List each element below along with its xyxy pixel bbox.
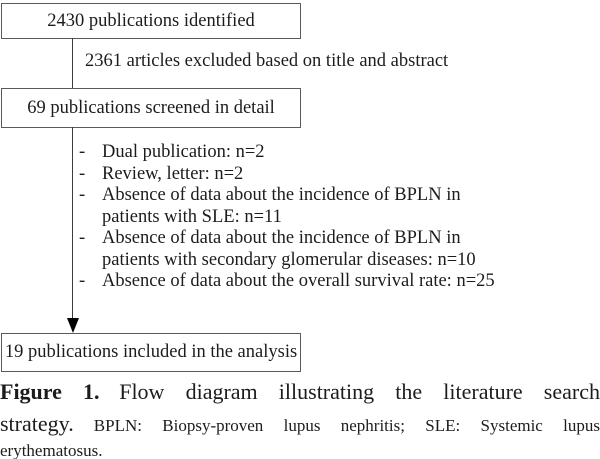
- bullet-dash-spacer: [79, 207, 102, 229]
- exclusion-item: [79, 142, 495, 164]
- box-publications-screened-label: 69 publications screened in detail: [27, 98, 275, 118]
- exclusion-item-text: Review, letter: n=2: [102, 163, 244, 184]
- bullet-dash-spacer: [79, 250, 102, 272]
- exclusion-item-text: Absence of data about the incidence of BPLN in: [102, 185, 461, 205]
- figure-caption-abbreviations: BPLN: Biopsy-proven lupus nephritis; SLE: Systemic lupus: [93, 416, 600, 435]
- exclusion-item-text: patients with secondary glomerular diseases: n=10: [102, 249, 476, 270]
- figure-caption-line-1: [0, 377, 600, 410]
- box-publications-included: [1, 333, 301, 372]
- figure-caption-abbreviations-end: erythematosus.: [0, 441, 103, 459]
- bullet-dash: -: [79, 228, 86, 248]
- box-publications-identified-label: 2430 publications identified: [47, 11, 255, 31]
- figure-caption-line-3: [0, 440, 600, 459]
- figure-caption-label: Figure 1.: [0, 379, 100, 404]
- figure-caption-title-end: strategy.: [0, 411, 74, 436]
- box-publications-included-label: 19 publications included in the analysis: [4, 342, 298, 362]
- arrow-down-icon: [67, 318, 79, 333]
- exclusion-item-continuation: [79, 207, 495, 229]
- connector-line-bottom: [72, 127, 73, 318]
- figure-caption-line-2: [0, 410, 600, 440]
- exclusion-item: [79, 271, 495, 293]
- excluded-count-label: 2361 articles excluded based on title and abstract: [85, 51, 449, 71]
- exclusion-item-text: Absence of data about the incidence of BPLN in: [102, 228, 461, 248]
- exclusion-item: [79, 228, 495, 250]
- exclusion-item-text: Absence of data about the overall survival rate: n=25: [102, 271, 495, 291]
- box-publications-screened: [1, 88, 301, 128]
- bullet-dash: -: [79, 185, 86, 205]
- figure-caption: [0, 377, 600, 459]
- bullet-dash: -: [79, 142, 86, 162]
- box-publications-identified: [1, 3, 301, 39]
- exclusion-item-continuation: [79, 250, 495, 272]
- exclusion-item-text: patients with SLE: n=11: [102, 206, 282, 227]
- connector-line-top: [72, 38, 73, 88]
- exclusion-item: [79, 185, 495, 207]
- exclusion-item-text: Dual publication: n=2: [102, 142, 265, 162]
- bullet-dash: -: [79, 271, 86, 291]
- figure-caption-title: Flow diagram illustrating the literature search: [119, 379, 600, 404]
- exclusion-reasons-list: [79, 142, 495, 293]
- exclusion-item: [79, 164, 495, 186]
- bullet-dash: -: [79, 163, 86, 184]
